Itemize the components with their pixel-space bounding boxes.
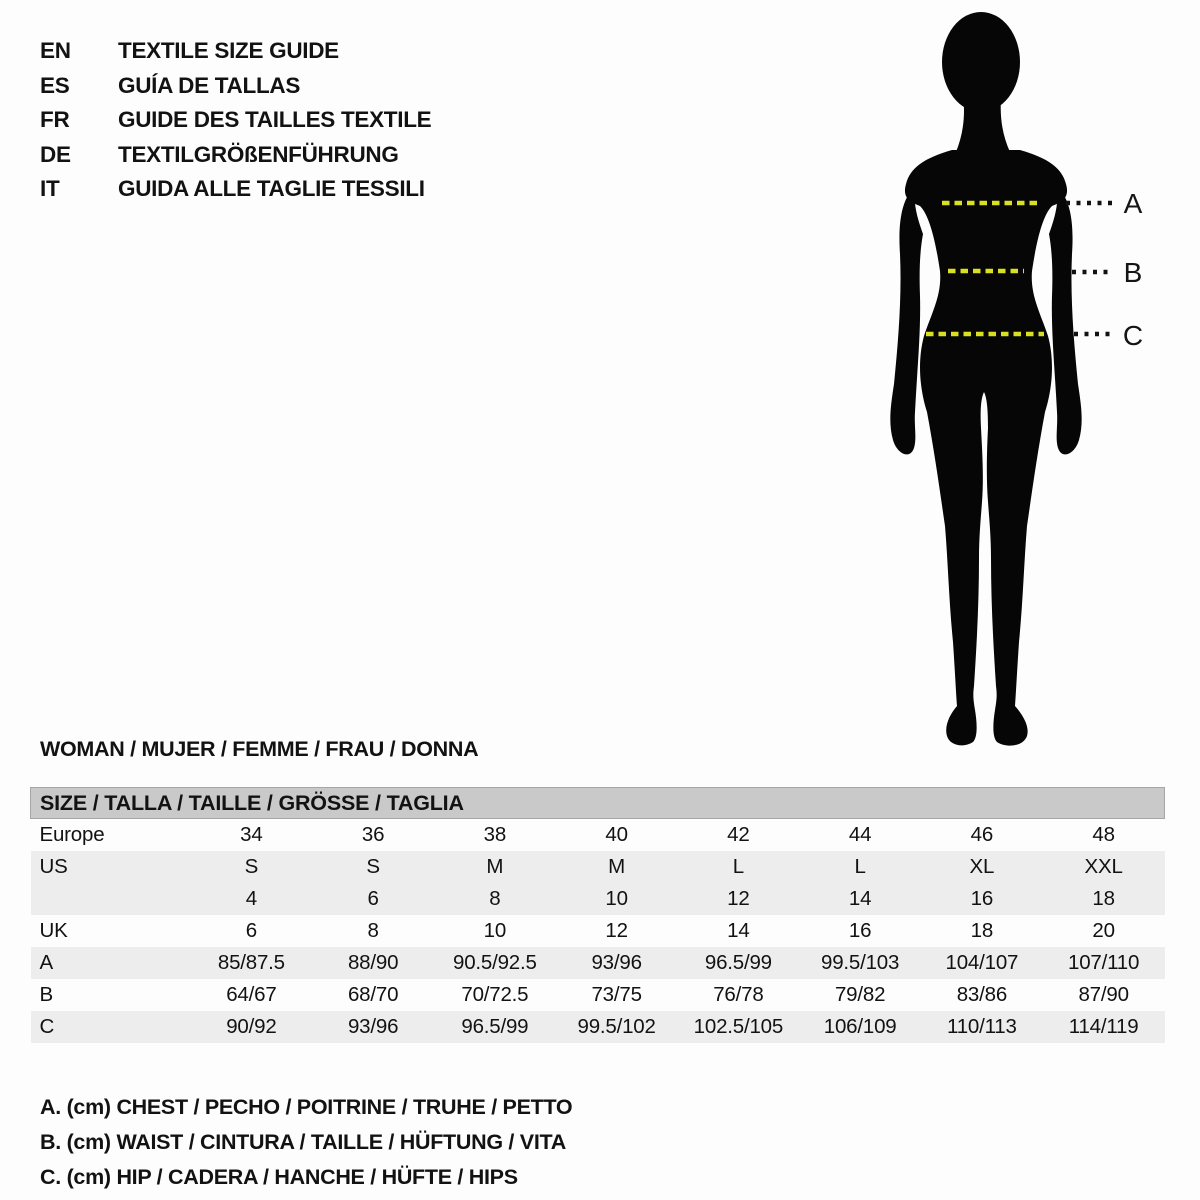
table-cell: S bbox=[366, 855, 380, 878]
table-cell: 46 bbox=[970, 823, 994, 846]
woman-silhouette-diagram bbox=[858, 0, 1162, 760]
table-cell: M bbox=[608, 855, 626, 878]
table-cell: 110/113 bbox=[947, 1015, 1017, 1038]
table-cell: 114/119 bbox=[1068, 1015, 1139, 1038]
table-cell: L bbox=[732, 855, 744, 878]
guide-title-en: TEXTILE SIZE GUIDE bbox=[118, 38, 339, 64]
table-row-europe bbox=[31, 819, 1165, 852]
woman-silhouette bbox=[890, 12, 1081, 746]
table-cell: 18 bbox=[1092, 887, 1115, 910]
row-label: C bbox=[39, 1015, 55, 1038]
table-cell: XL bbox=[969, 855, 995, 878]
table-row-hip-c bbox=[31, 1011, 1165, 1043]
table-cell: M bbox=[486, 855, 504, 878]
row-label: Europe bbox=[39, 823, 105, 846]
left-arm bbox=[890, 186, 923, 454]
table-cell: 83/86 bbox=[956, 983, 1008, 1006]
gender-heading: WOMAN / MUJER / FEMME / FRAU / DONNA bbox=[40, 737, 479, 761]
size-table-header-row bbox=[31, 788, 1165, 819]
row-label: A bbox=[39, 951, 53, 974]
table-cell: 96.5/99 bbox=[461, 1015, 529, 1038]
table-cell: 16 bbox=[970, 887, 994, 910]
table-cell: 87/90 bbox=[1078, 983, 1129, 1006]
table-cell: 10 bbox=[605, 887, 628, 910]
table-cell: 93/96 bbox=[591, 951, 642, 974]
table-cell: 8 bbox=[367, 919, 379, 942]
table-cell: 44 bbox=[848, 823, 872, 846]
table-cell: 70/72.5 bbox=[461, 983, 529, 1006]
language-code: FR bbox=[40, 107, 70, 133]
table-cell: 73/75 bbox=[591, 983, 642, 1006]
measure-label-a: A bbox=[1123, 188, 1143, 219]
table-cell: 99.5/103 bbox=[821, 951, 900, 974]
table-row-chest-a bbox=[31, 947, 1165, 979]
legend-line-waist: B. (cm) WAIST / CINTURA / TAILLE / HÜFTUNG / VITA bbox=[40, 1130, 566, 1154]
measure-label-b: B bbox=[1123, 257, 1143, 288]
table-cell: 68/70 bbox=[347, 983, 399, 1006]
row-label: B bbox=[39, 983, 53, 1006]
table-cell: 14 bbox=[848, 887, 872, 910]
language-code: EN bbox=[40, 38, 71, 64]
table-cell: 96.5/99 bbox=[704, 951, 772, 974]
table-cell: 38 bbox=[483, 823, 507, 846]
table-row-uk bbox=[31, 915, 1165, 947]
table-cell: 48 bbox=[1092, 823, 1115, 846]
guide-title-fr: GUIDE DES TAILLES TEXTILE bbox=[118, 107, 432, 133]
table-row-waist-b bbox=[31, 979, 1165, 1011]
table-cell: 20 bbox=[1092, 919, 1115, 942]
legend-line-chest: A. (cm) CHEST / PECHO / POITRINE / TRUHE / PETTO bbox=[40, 1095, 573, 1119]
language-row-it bbox=[40, 172, 431, 207]
table-cell: L bbox=[854, 855, 866, 878]
measure-labels bbox=[1123, 188, 1143, 351]
table-cell: 10 bbox=[483, 919, 507, 942]
table-cell: 42 bbox=[727, 823, 750, 846]
guide-title-it: GUIDA ALLE TAGLIE TESSILI bbox=[118, 176, 425, 202]
row-label: UK bbox=[39, 919, 68, 942]
table-cell: 107/110 bbox=[1068, 951, 1140, 974]
language-code: IT bbox=[40, 176, 60, 202]
table-cell: 34 bbox=[240, 823, 263, 846]
torso-and-legs bbox=[905, 150, 1067, 746]
row-label bbox=[31, 883, 191, 915]
table-cell: 4 bbox=[245, 887, 257, 910]
row-label: US bbox=[39, 855, 68, 878]
table-cell: 14 bbox=[727, 919, 750, 942]
measure-label-c: C bbox=[1122, 320, 1144, 351]
table-cell: 99.5/102 bbox=[577, 1015, 656, 1038]
table-cell: 18 bbox=[970, 919, 994, 942]
table-cell: 90.5/92.5 bbox=[453, 951, 537, 974]
size-table-header: SIZE / TALLA / TAILLE / GRÖSSE / TAGLIA bbox=[31, 788, 1165, 819]
table-cell: 64/67 bbox=[226, 983, 277, 1006]
table-cell: 40 bbox=[605, 823, 628, 846]
table-cell: 36 bbox=[361, 823, 385, 846]
table-cell: 6 bbox=[245, 919, 257, 942]
language-code: ES bbox=[40, 72, 70, 98]
table-cell: 16 bbox=[848, 919, 872, 942]
table-cell: 90/92 bbox=[226, 1015, 277, 1038]
language-code: DE bbox=[40, 141, 71, 167]
table-cell: 104/107 bbox=[945, 951, 1019, 974]
guide-title-es: GUÍA DE TALLAS bbox=[118, 72, 301, 98]
legend-line-hip: C. (cm) HIP / CADERA / HANCHE / HÜFTE / HIPS bbox=[40, 1165, 518, 1189]
table-row-us bbox=[31, 851, 1165, 883]
table-cell: XXL bbox=[1084, 855, 1123, 878]
measurement-legend bbox=[40, 1090, 572, 1195]
table-cell: 102.5/105 bbox=[693, 1015, 784, 1038]
table-row-us-numeric bbox=[31, 883, 1165, 915]
size-table bbox=[30, 787, 1165, 1043]
language-row-es bbox=[40, 69, 431, 104]
table-cell: 106/109 bbox=[823, 1015, 897, 1038]
table-cell: 12 bbox=[727, 887, 750, 910]
guide-title-de: TEXTILGRÖßENFÜHRUNG bbox=[118, 141, 399, 167]
table-cell: 8 bbox=[489, 887, 501, 910]
table-cell: 6 bbox=[367, 887, 379, 910]
table-cell: 93/96 bbox=[347, 1015, 399, 1038]
language-row-en bbox=[40, 34, 431, 69]
table-cell: 88/90 bbox=[347, 951, 399, 974]
table-cell: 12 bbox=[605, 919, 628, 942]
right-arm bbox=[1049, 186, 1082, 454]
table-cell: 79/82 bbox=[834, 983, 886, 1006]
body-measurement-figure bbox=[858, 0, 1162, 760]
language-row-de bbox=[40, 138, 431, 173]
language-title-list bbox=[40, 34, 431, 207]
table-cell: 85/87.5 bbox=[217, 951, 285, 974]
language-row-fr bbox=[40, 103, 431, 138]
table-cell: S bbox=[244, 855, 259, 878]
table-cell: 76/78 bbox=[713, 983, 764, 1006]
